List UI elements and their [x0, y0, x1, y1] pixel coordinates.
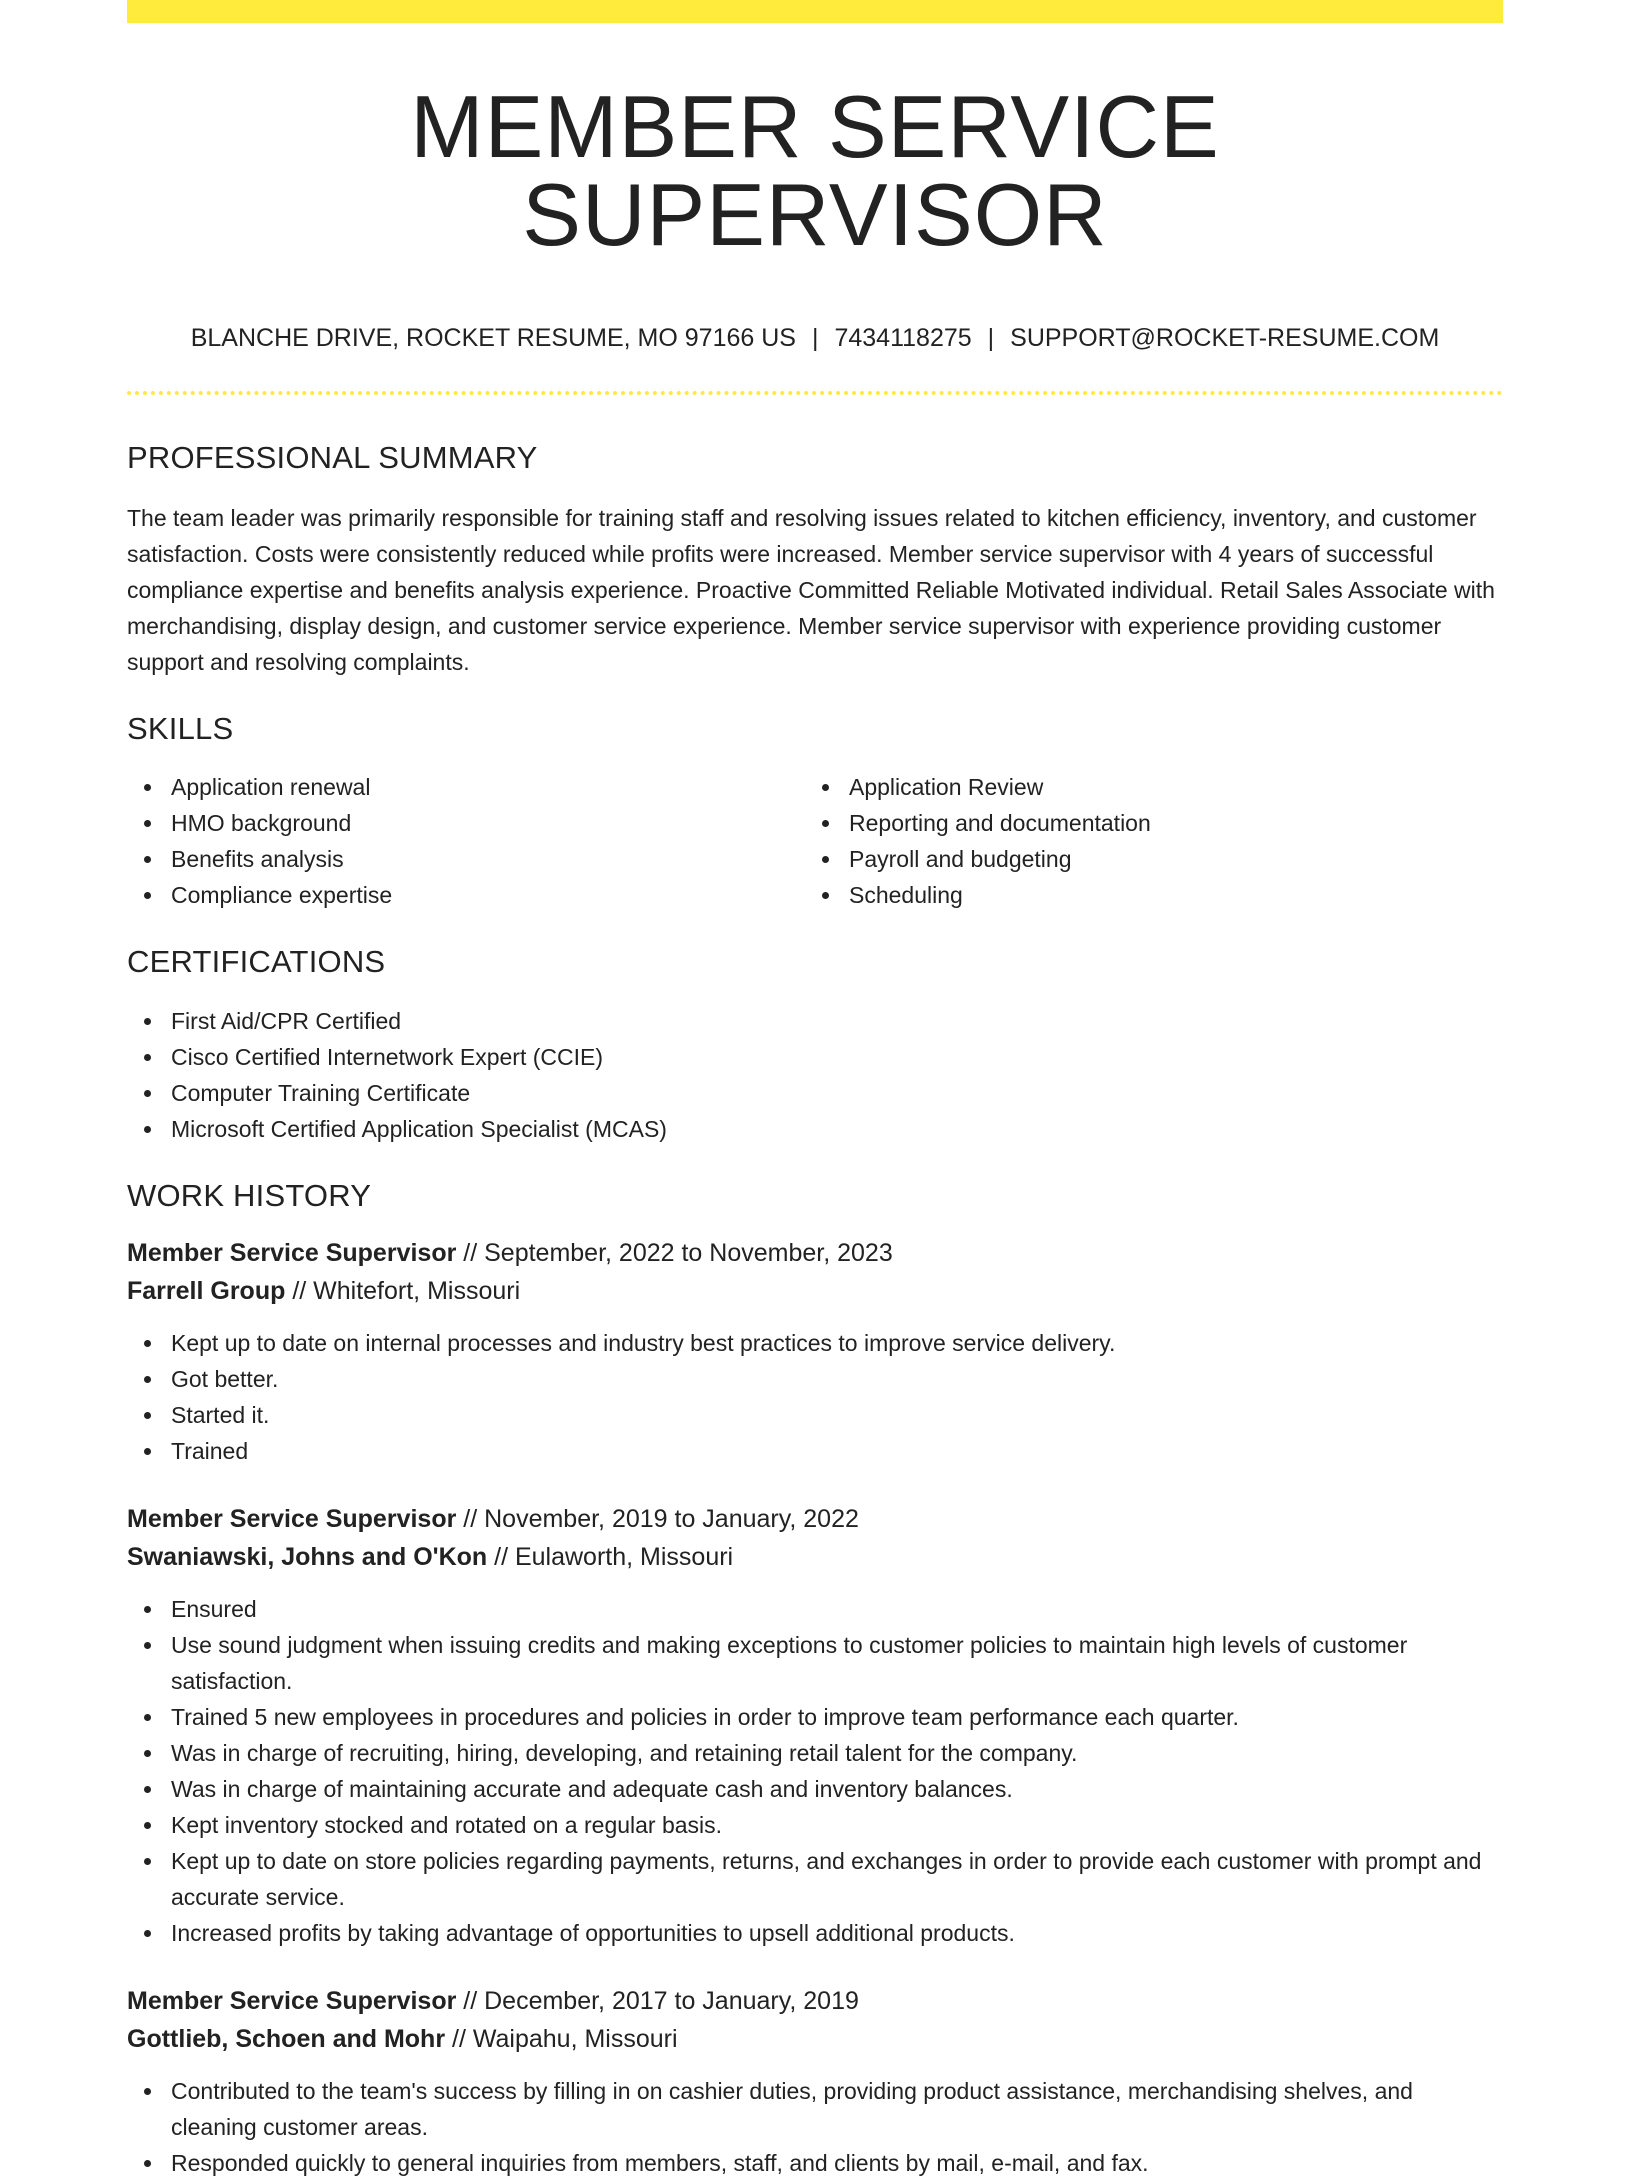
section-title-work-history: WORK HISTORY — [127, 1177, 372, 1213]
job-location: // Whitefort, Missouri — [285, 1276, 521, 1305]
skill-item: HMO background — [127, 805, 805, 841]
skills-grid — [127, 769, 1503, 913]
skill-item: Application Review — [805, 769, 1483, 805]
job-bullet: Use sound judgment when issuing credits and making exceptions to customer policies to maintain high levels of customer satisfaction. — [127, 1627, 1503, 1699]
contact-line — [127, 323, 1503, 353]
job-bullets — [127, 1591, 1503, 1951]
resume-name-title: MEMBER SERVICE SUPERVISOR — [410, 77, 1220, 264]
job-company: Swaniawski, Johns and O'Kon — [127, 1542, 488, 1571]
resume-page — [127, 0, 1503, 2181]
skills-right-list — [805, 769, 1483, 913]
job-role: Member Service Supervisor — [127, 1504, 457, 1533]
job-role: Member Service Supervisor — [127, 1986, 457, 2015]
skill-item: Scheduling — [805, 877, 1483, 913]
contact-separator: | — [987, 324, 995, 352]
job-company: Farrell Group — [127, 1276, 286, 1305]
certification-item: Microsoft Certified Application Specialist (MCAS) — [127, 1111, 1503, 1147]
certification-item: Computer Training Certificate — [127, 1075, 1503, 1111]
certification-item: Cisco Certified Internetwork Expert (CCIE) — [127, 1039, 1503, 1075]
certification-item: First Aid/CPR Certified — [127, 1003, 1503, 1039]
skill-item: Benefits analysis — [127, 841, 805, 877]
job-bullet: Started it. — [127, 1397, 1503, 1433]
job-entry — [127, 1234, 1503, 1469]
skills-section — [127, 710, 1503, 913]
work-history-section — [127, 1177, 1503, 2181]
section-title-summary: PROFESSIONAL SUMMARY — [127, 440, 538, 475]
job-bullet: Ensured — [127, 1591, 1503, 1627]
job-role-line — [127, 1234, 1503, 1272]
summary-text: The team leader was primarily responsible for training staff and resolving issues related to kitchen efficiency, inventory, and customer satisfaction. Costs were consistently reduced while profits were increased. Member service supervisor with 4 years of successful compliance expertise and benefits analysis experience. Proactive Committed Reliable Motivated individual. Retail Sales Associate with merchandising, display design, and customer service experience. Member service supervisor with experience providing customer support and resolving complaints. — [127, 505, 1495, 676]
job-bullet: Was in charge of recruiting, hiring, developing, and retaining retail talent for the company. — [127, 1735, 1503, 1771]
job-entry — [127, 1982, 1503, 2181]
job-bullet: Got better. — [127, 1361, 1503, 1397]
certifications-list — [127, 1003, 1503, 1147]
job-bullet: Contributed to the team's success by filling in on cashier duties, providing product assistance, merchandising shelves, and cleaning customer areas. — [127, 2073, 1503, 2145]
contact-email: SUPPORT@ROCKET-RESUME.COM — [1010, 324, 1440, 352]
job-bullet: Increased profits by taking advantage of opportunities to upsell additional products. — [127, 1915, 1503, 1951]
job-dates: // November, 2019 to January, 2022 — [456, 1504, 859, 1533]
job-bullet: Kept up to date on store policies regarding payments, returns, and exchanges in order to provide each customer with prompt and accurate service. — [127, 1843, 1503, 1915]
section-title-skills: SKILLS — [127, 711, 234, 747]
job-dates: // December, 2017 to January, 2019 — [456, 1986, 859, 2015]
skill-item: Application renewal — [127, 769, 805, 805]
job-bullet: Kept inventory stocked and rotated on a regular basis. — [127, 1807, 1503, 1843]
skill-item: Payroll and budgeting — [805, 841, 1483, 877]
job-location: // Eulaworth, Missouri — [487, 1542, 734, 1571]
contact-phone: 7434118275 — [834, 324, 972, 352]
contact-address: BLANCHE DRIVE, ROCKET RESUME, MO 97166 US — [190, 324, 796, 352]
job-bullet: Was in charge of maintaining accurate and adequate cash and inventory balances. — [127, 1771, 1503, 1807]
skill-item: Compliance expertise — [127, 877, 805, 913]
job-bullet: Trained 5 new employees in procedures and policies in order to improve team performance each quarter. — [127, 1699, 1503, 1735]
job-role-line — [127, 1500, 1503, 1538]
job-dates: // September, 2022 to November, 2023 — [456, 1238, 893, 1267]
summary-section — [127, 439, 1503, 680]
job-company-line — [127, 1272, 1503, 1310]
job-entry — [127, 1500, 1503, 1951]
job-bullets — [127, 1325, 1503, 1469]
job-bullets — [127, 2073, 1503, 2181]
contact-separator: | — [811, 324, 819, 352]
certifications-section — [127, 943, 1503, 1146]
skill-item: Reporting and documentation — [805, 805, 1483, 841]
job-company-line — [127, 2020, 1503, 2058]
skills-left-list — [127, 769, 805, 913]
job-bullet: Trained — [127, 1433, 1503, 1469]
top-accent-bar — [127, 0, 1503, 23]
job-role-line — [127, 1982, 1503, 2020]
header-divider — [127, 391, 1503, 395]
job-location: // Waipahu, Missouri — [445, 2024, 678, 2053]
job-company: Gottlieb, Schoen and Mohr — [127, 2024, 446, 2053]
job-role: Member Service Supervisor — [127, 1238, 457, 1267]
job-company-line — [127, 1538, 1503, 1576]
section-title-certifications: CERTIFICATIONS — [127, 944, 386, 980]
job-bullet: Kept up to date on internal processes and industry best practices to improve service delivery. — [127, 1325, 1503, 1361]
job-bullet: Responded quickly to general inquiries from members, staff, and clients by mail, e-mail, and fax. — [127, 2145, 1503, 2181]
